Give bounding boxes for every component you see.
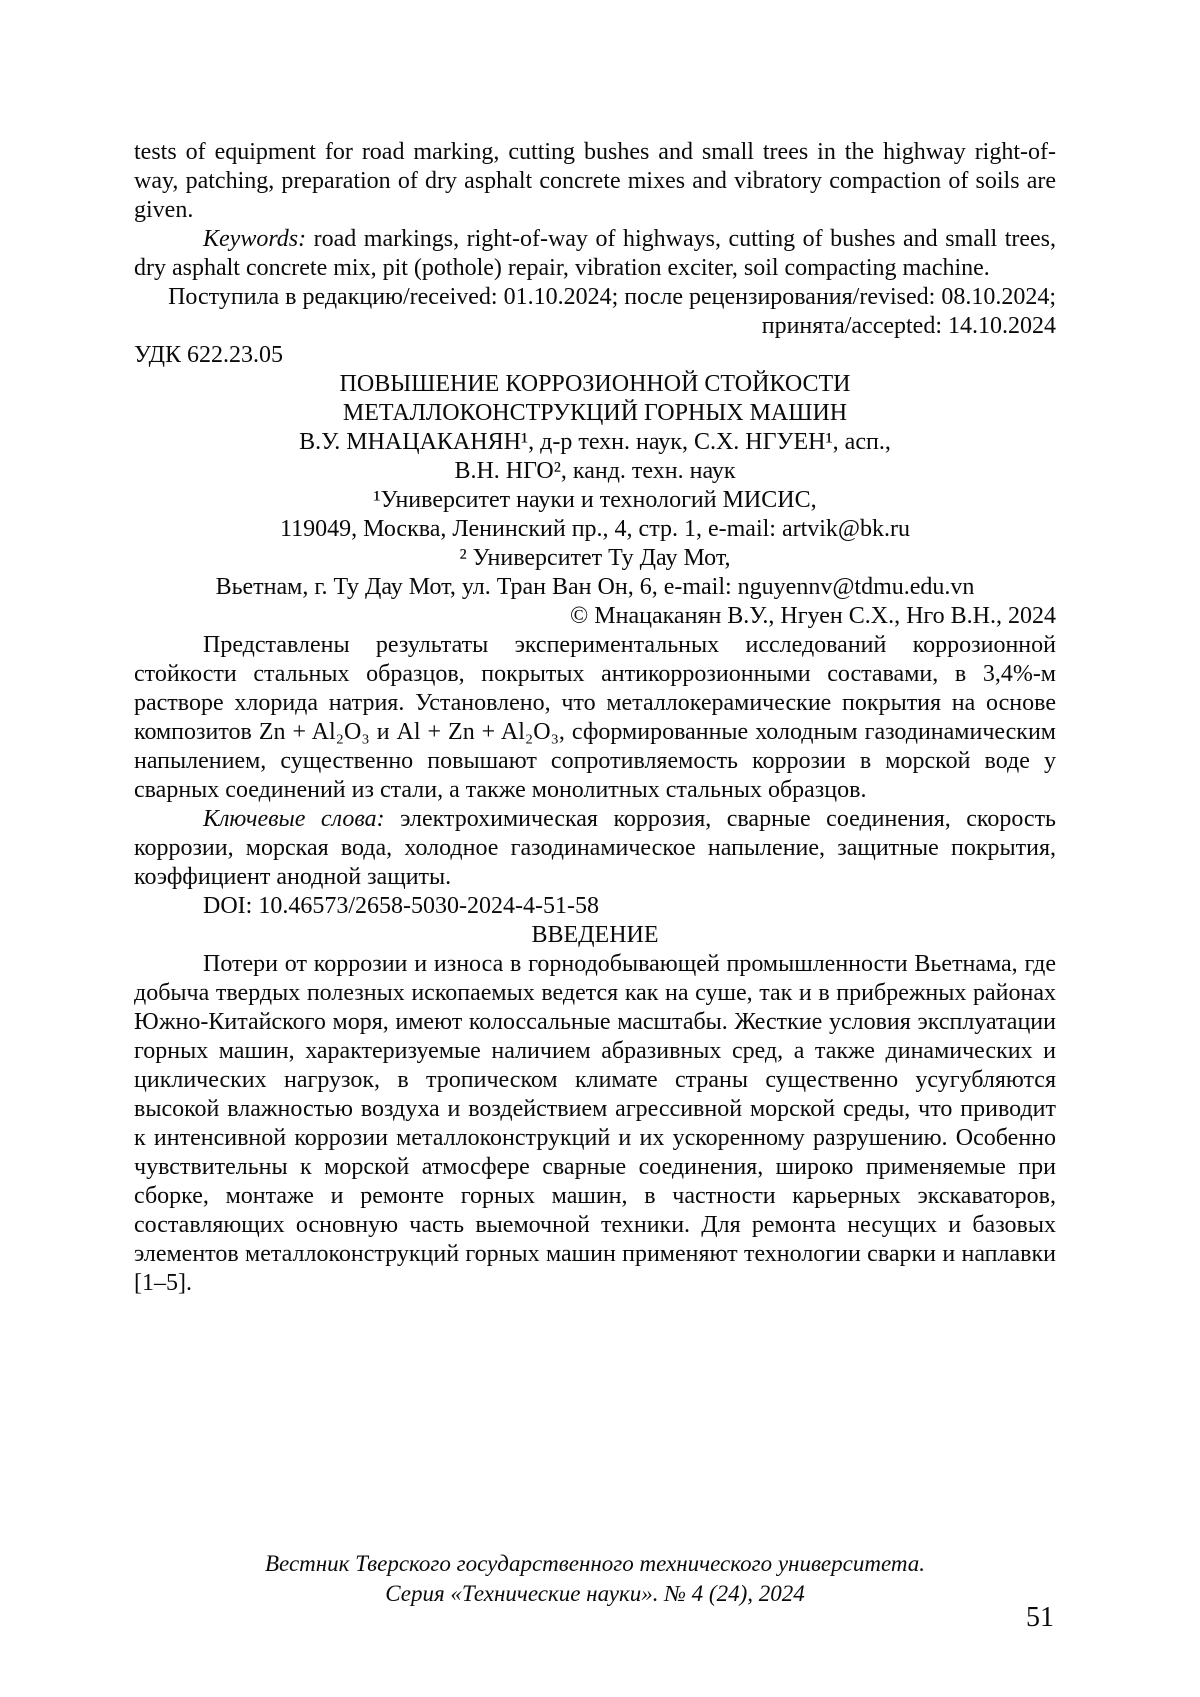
authors-line-2: В.Н. НГО², канд. техн. наук xyxy=(454,458,736,484)
doi-line: DOI: 10.46573/2658-5030-2024-4-51-58 xyxy=(203,893,599,919)
journal-footer xyxy=(134,1549,1056,1609)
article-title-line-2: МЕТАЛЛОКОНСТРУКЦИЙ ГОРНЫХ МАШИН xyxy=(342,400,848,426)
abstract-ru: Представлены результаты экспериментальных исследований коррозионной стойкости стальных образцов, покрытых антикоррозионными составами, в 3,4%-м растворе хлорида натрия. Установлено, что металлокерамические покрытия на основе композитов Zn + Al₂O₃ и Al + Zn + Al₂O₃, сформированные холодным газодинамическим напылением, существенно повышают сопротивляемость коррозии в морской воде у сварных соединений из стали, а также монолитных стальных образцов. xyxy=(134,632,1056,803)
journal-footer-line-2: Серия «Технические науки». № 4 (24), 2024 xyxy=(385,1581,805,1606)
keywords-ru-text: электрохимическая коррозия, сварные соединения, скорость коррозии, морская вода, холодное газодинамическое напыление, защитные покрытия, коэффициент анодной защиты. xyxy=(134,806,1057,890)
accepted-line: принята/accepted: 14.10.2024 xyxy=(761,313,1056,339)
affiliation-line-2: 119049, Москва, Ленинский пр., 4, стр. 1, e-mail: artvik@bk.ru xyxy=(279,516,911,542)
keywords-en-label: Keywords: xyxy=(203,226,307,252)
affiliation-line-3: ² Университет Ту Дау Мот, xyxy=(459,545,731,571)
keywords-ru-label: Ключевые слова: xyxy=(203,806,385,832)
authors-block xyxy=(134,428,1056,486)
received-dates xyxy=(134,283,1056,341)
page-content xyxy=(134,138,1056,1298)
keywords-ru xyxy=(134,805,1056,892)
affiliation-line-1: ¹Университет науки и технологий МИСИС, xyxy=(373,487,817,513)
copyright-line: © Мнацаканян В.У., Нгуен С.Х., Нго В.Н., 2024 xyxy=(570,603,1056,629)
received-revised-line: Поступила в редакцию/received: 01.10.2024; после рецензирования/revised: 08.10.2024; xyxy=(168,284,1056,310)
journal-footer-lines xyxy=(134,1549,1056,1609)
authors-line-1: В.У. МНАЦАКАНЯН¹, д-р техн. наук, С.Х. НГУЕН¹, асп., xyxy=(299,429,891,455)
keywords-en xyxy=(134,225,1056,283)
article-title-line-1: ПОВЫШЕНИЕ КОРРОЗИОННОЙ СТОЙКОСТИ xyxy=(339,371,851,397)
abstract-en-continuation: tests of equipment for road marking, cutting bushes and small trees in the highway right-of-way, patching, preparation of dry asphalt concrete mixes and vibratory compaction of soils are given. xyxy=(134,139,1056,223)
keywords-en-text: road markings, right-of-way of highways, cutting of bushes and small trees, dry asphalt concrete mix, pit (pothole) repair, vibration exciter, soil compacting machine. xyxy=(134,226,1057,281)
journal-footer-line-1: Вестник Тверского государственного технического университета. xyxy=(264,1551,925,1576)
affiliations-block xyxy=(134,486,1056,602)
affiliation-line-4: Вьетнам, г. Ту Дау Мот, ул. Тран Ван Он, 6, e-mail: nguyennv@tdmu.edu.vn xyxy=(215,574,975,600)
introduction-heading: ВВЕДЕНИЕ xyxy=(531,922,659,948)
introduction-paragraph: Потери от коррозии и износа в горнодобывающей промышленности Вьетнама, где добыча твердых полезных ископаемых ведется как на суше, так и в прибрежных районах Южно-Китайского моря, имеют колоссальные масштабы. Жесткие условия эксплуатации горных машин, характеризуемые наличием абразивных сред, а также динамических и циклических нагрузок, в тропическом климате страны существенно усугубляются высокой влажностью воздуха и воздействием агрессивной морской среды, что приводит к интенсивной коррозии металлоконструкций и их ускоренному разрушению. Особенно чувствительны к морской атмосфере сварные соединения, широко применяемые при сборке, монтаже и ремонте горных машин, в частности карьерных экскаваторов, составляющих основную часть выемочной техники. Для ремонта несущих и базовых элементов металлоконструкций горных машин применяют технологии сварки и наплавки [1–5]. xyxy=(134,951,1056,1296)
udc-number: УДК 622.23.05 xyxy=(134,342,283,368)
article-title xyxy=(134,370,1056,428)
page-number: 51 xyxy=(1026,1602,1054,1633)
